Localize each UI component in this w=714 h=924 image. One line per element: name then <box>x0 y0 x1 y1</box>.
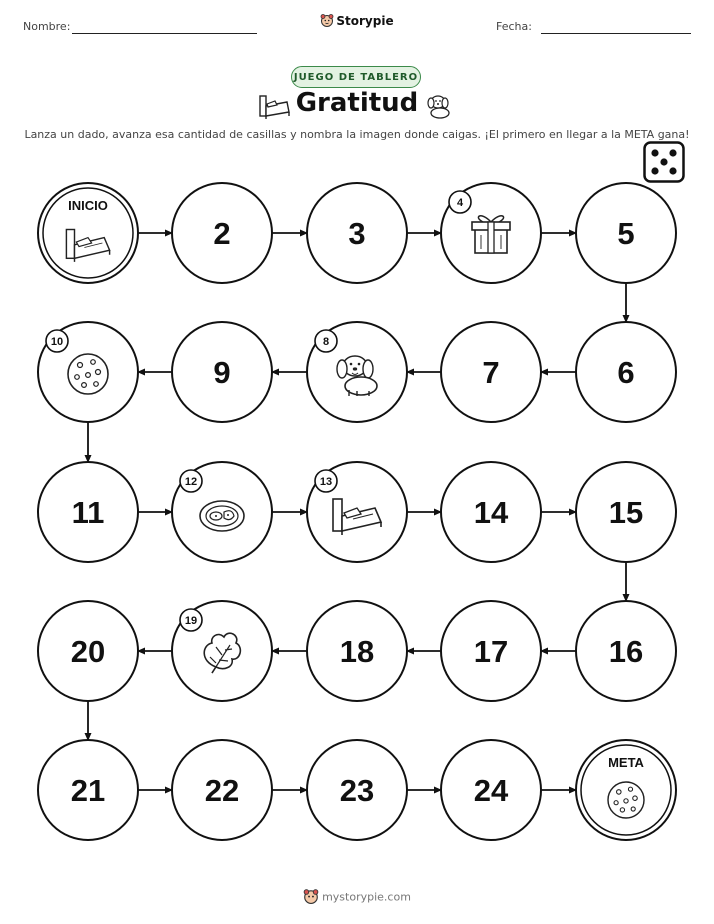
board-cell-14 <box>441 462 541 562</box>
board-cell-11 <box>38 462 138 562</box>
cell-number: 15 <box>608 495 644 530</box>
board-cell-3 <box>307 183 407 283</box>
board-cell-25 <box>576 740 676 840</box>
board-cell-5 <box>576 183 676 283</box>
cell-number: 11 <box>71 495 105 530</box>
page-title: Gratitud <box>295 88 419 118</box>
board-cell-7 <box>441 322 541 422</box>
cookie-icon <box>608 782 644 818</box>
storypie-logo-icon <box>303 888 319 907</box>
cell-number: 19 <box>184 615 198 627</box>
cell-number: 21 <box>70 773 106 808</box>
footer-url: mystorypie.com <box>322 890 411 904</box>
cell-number: 24 <box>473 773 509 808</box>
board-cell-6 <box>576 322 676 422</box>
board-cell-1 <box>38 183 138 283</box>
cell-number: 5 <box>617 216 635 251</box>
cell-number: 17 <box>473 634 509 669</box>
cell-number: 2 <box>213 216 231 251</box>
board-cells <box>38 183 676 840</box>
board-cell-8 <box>307 322 407 422</box>
board-cell-12 <box>172 462 272 562</box>
board-cell-9 <box>172 322 272 422</box>
board-cell-18 <box>307 601 407 701</box>
board-cell-19 <box>172 601 272 701</box>
cell-number: 4 <box>456 197 464 209</box>
cell-number: 23 <box>339 773 375 808</box>
board-cell-10 <box>38 322 138 422</box>
cell-number: 14 <box>473 495 509 530</box>
board-cell-22 <box>172 740 272 840</box>
plate-icon <box>200 501 244 531</box>
cell-label: INICIO <box>68 198 108 213</box>
board-cell-23 <box>307 740 407 840</box>
cell-number: 6 <box>617 355 635 390</box>
cell-number: 22 <box>204 773 240 808</box>
game-badge: JUEGO DE TABLERO <box>291 66 421 88</box>
cell-number: 8 <box>322 336 330 348</box>
cell-number: 12 <box>184 476 198 488</box>
cell-number: 20 <box>70 634 106 669</box>
board-cell-16 <box>576 601 676 701</box>
board-cell-20 <box>38 601 138 701</box>
cell-label: META <box>608 755 644 770</box>
cell-number: 7 <box>482 355 500 390</box>
footer <box>0 888 714 907</box>
cookie-icon <box>68 354 108 394</box>
brand-name: Storypie <box>336 14 394 28</box>
board-cell-17 <box>441 601 541 701</box>
instructions: Lanza un dado, avanza esa cantidad de casillas y nombra la imagen donde caigas. ¡El primero en llegar a la META gana! <box>24 128 690 141</box>
cell-number: 16 <box>608 634 644 669</box>
cell-number: 9 <box>213 355 231 390</box>
board-cell-4 <box>441 183 541 283</box>
date-label: Fecha: <box>496 20 532 33</box>
cell-number: 3 <box>348 216 366 251</box>
board-cell-15 <box>576 462 676 562</box>
gift-icon <box>472 216 510 253</box>
board-cell-21 <box>38 740 138 840</box>
cell-number: 10 <box>50 336 64 348</box>
board-cell-13 <box>307 462 407 562</box>
cell-number: 13 <box>319 476 333 488</box>
board-cell-24 <box>441 740 541 840</box>
name-label: Nombre: <box>23 20 71 33</box>
cell-number: 18 <box>339 634 375 669</box>
board-cell-2 <box>172 183 272 283</box>
